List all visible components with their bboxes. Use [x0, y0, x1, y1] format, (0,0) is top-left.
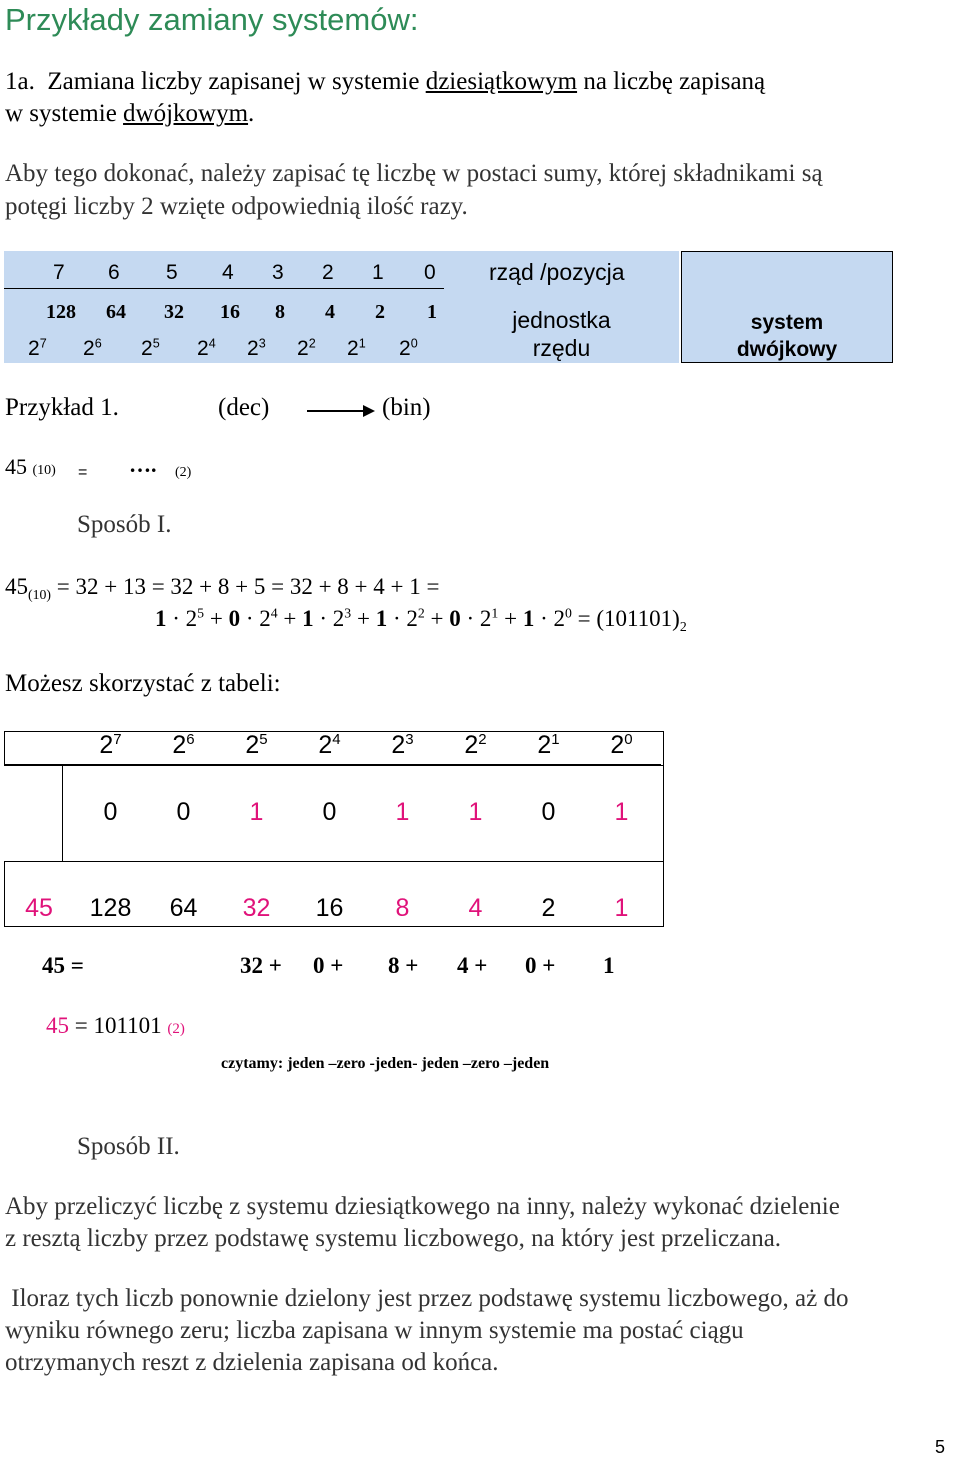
- power-base: 2: [610, 731, 625, 759]
- binary-table-power: [512, 731, 585, 760]
- binary-table-weight: 4: [468, 894, 483, 922]
- term-dot: ·: [387, 606, 407, 631]
- sum-left: 45 =: [42, 953, 84, 978]
- position-cell: 7: [53, 261, 65, 284]
- power-cell: [399, 337, 418, 361]
- unit-label-2: rzędu: [532, 335, 591, 361]
- sum-term: 0 +: [525, 953, 556, 978]
- binary-table-bit: 0: [103, 798, 118, 826]
- method1-number-base: (10): [28, 586, 51, 602]
- power-exponent: 5: [152, 336, 160, 351]
- method1-decomposition: = 32 + 13 = 32 + 8 + 5 = 32 + 8 + 4 + 1 =: [56, 574, 440, 599]
- term-base: 2: [553, 606, 565, 631]
- binary-table-bit: 1: [395, 798, 410, 826]
- binary-table-power: [74, 731, 147, 760]
- term-dot: ·: [460, 606, 480, 631]
- sum-term: 4 +: [457, 953, 488, 978]
- example-to: (bin): [382, 394, 431, 421]
- section-text-2: na liczbę zapisaną: [577, 68, 766, 95]
- method2-p2-line2: wyniku równego zeru; liczba zapisana w innym systemie ma postać ciągu: [5, 1317, 744, 1344]
- section-heading-line2: [5, 100, 254, 128]
- value-cell: 8: [275, 301, 285, 323]
- binary-table-power: [147, 731, 220, 760]
- page-title: Przykłady zamiany systemów:: [5, 2, 419, 37]
- section-label: 1a.: [5, 68, 35, 95]
- power-exponent: 4: [208, 336, 216, 351]
- power-base: 2: [391, 731, 406, 759]
- power-base: 2: [537, 731, 552, 759]
- section-text-4: .: [248, 100, 255, 127]
- system-label-2: dwójkowy: [736, 338, 838, 361]
- binary-table-bit: 1: [614, 798, 629, 826]
- binary-table-power: [220, 731, 293, 760]
- power-cell: [247, 337, 266, 361]
- power-exponent: 7: [39, 336, 47, 351]
- power-cell: [347, 337, 366, 361]
- power-base: 2: [245, 731, 260, 759]
- power-exponent: 0: [410, 336, 418, 351]
- example-from: (dec): [218, 394, 270, 421]
- position-cell: 4: [222, 261, 234, 284]
- power-cell: [141, 337, 160, 361]
- power-base: 2: [318, 731, 333, 759]
- term-dot: ·: [166, 606, 186, 631]
- term-dot: ·: [313, 606, 333, 631]
- term-coefficient: 0: [449, 606, 461, 631]
- term-base: 2: [479, 606, 492, 631]
- value-cell: 1: [427, 301, 437, 323]
- value-cell: 32: [164, 301, 184, 323]
- term-base: 2: [259, 606, 271, 631]
- system-label-1: system: [750, 311, 824, 334]
- binary-table-weight: 2: [541, 894, 556, 922]
- term-exponent: 4: [270, 605, 278, 621]
- result-binary: = 101101: [74, 1013, 162, 1038]
- equation-result-base: 2: [679, 618, 687, 634]
- power-base: 2: [464, 731, 479, 759]
- term-coefficient: 1: [302, 606, 314, 631]
- power-exponent: 2: [478, 731, 487, 748]
- power-base: 2: [83, 337, 95, 360]
- method1-label: Sposób I.: [77, 511, 172, 538]
- power-base: 2: [99, 731, 114, 759]
- term-plus: +: [204, 606, 229, 631]
- binary-table-power: [366, 731, 439, 760]
- binary-table-weight: 16: [315, 894, 344, 922]
- binary-table-bit: 0: [176, 798, 191, 826]
- power-exponent: 3: [405, 731, 414, 748]
- binary-table-bit: 0: [322, 798, 337, 826]
- binary-table-weight: 1: [614, 894, 629, 922]
- power-exponent: 4: [332, 731, 341, 748]
- table-hint: Możesz skorzystać z tabeli:: [5, 670, 281, 697]
- power-base: 2: [247, 337, 259, 360]
- example-dots: ….: [129, 452, 157, 477]
- unit-label-1: jednostka: [512, 307, 611, 333]
- value-cell: 128: [46, 301, 76, 323]
- term-dot: ·: [240, 606, 260, 631]
- method2-p2-line1: Iloraz tych liczb ponownie dzielony jest przez podstawę systemu liczbowego, aż do: [5, 1285, 849, 1312]
- power-base: 2: [141, 337, 153, 360]
- position-cell: 5: [166, 261, 178, 284]
- intro-line-2: potęgi liczby 2 wzięte odpowiednią ilość razy.: [5, 193, 468, 220]
- power-base: 2: [347, 337, 359, 360]
- binary-table-power: [585, 731, 658, 760]
- term-base: 2: [406, 606, 418, 631]
- method1-equation-2: [155, 606, 687, 632]
- power-base: 2: [28, 337, 40, 360]
- binary-table-power: [293, 731, 366, 760]
- position-cell: 2: [322, 261, 334, 284]
- value-cell: 2: [375, 301, 385, 323]
- term-plus: +: [424, 606, 450, 631]
- term-base: 2: [185, 606, 198, 631]
- power-exponent: 2: [308, 336, 316, 351]
- term-dot: ·: [534, 606, 554, 631]
- power-base: 2: [197, 337, 209, 360]
- power-cell: [297, 337, 316, 361]
- section-text-1: Zamiana liczby zapisanej w systemie: [47, 68, 426, 95]
- power-exponent: 5: [259, 731, 268, 748]
- method2-label: Sposób II.: [77, 1133, 180, 1160]
- position-label: rząd /pozycja: [489, 259, 625, 285]
- method1-equation-1: [5, 574, 439, 600]
- term-coefficient: 1: [375, 606, 388, 631]
- example-number: 45: [5, 454, 27, 479]
- power-base: 2: [297, 337, 309, 360]
- value-cell: 4: [325, 301, 335, 323]
- sum-term: 0 +: [313, 953, 344, 978]
- equation-result: = (101101): [571, 606, 680, 631]
- sum-term: 8 +: [388, 953, 419, 978]
- binary-table-number: 45: [25, 894, 53, 922]
- intro-line-1: Aby tego dokonać, należy zapisać tę liczbę w postaci sumy, której składnikami są: [5, 160, 823, 187]
- sum-term: 32 +: [240, 953, 282, 978]
- power-base: 2: [172, 731, 187, 759]
- term-coefficient: 1: [155, 606, 167, 631]
- method1-number: 45: [5, 574, 28, 599]
- term-exponent: 3: [344, 605, 352, 621]
- result-number: 45: [46, 1013, 69, 1038]
- section-text-3: w systemie: [5, 100, 124, 127]
- binary-table-bit: 0: [541, 798, 556, 826]
- term-base: 2: [332, 606, 345, 631]
- position-cell: 1: [372, 261, 384, 284]
- power-exponent: 7: [113, 731, 122, 748]
- position-table: [4, 251, 891, 363]
- position-cell: 6: [108, 261, 120, 284]
- term-exponent: 1: [491, 605, 499, 621]
- section-text-underlined-1: dziesiątkowym: [425, 68, 578, 95]
- power-exponent: 6: [186, 731, 195, 748]
- power-exponent: 1: [551, 731, 560, 748]
- value-cell: 16: [220, 301, 240, 323]
- example-result-base: (2): [175, 465, 192, 480]
- term-plus: +: [498, 606, 523, 631]
- page-number: 5: [935, 1437, 946, 1457]
- example-expression: [5, 454, 56, 480]
- example-label: Przykład 1.: [5, 394, 119, 421]
- result-line: [46, 1013, 185, 1039]
- term-exponent: 2: [417, 605, 425, 621]
- power-cell: [28, 337, 47, 361]
- position-cell: 3: [272, 261, 284, 284]
- binary-table-power: [439, 731, 512, 760]
- power-cell: [197, 337, 216, 361]
- section-text-underlined-2: dwójkowym: [123, 100, 249, 127]
- binary-table-bit: 1: [468, 798, 483, 826]
- term-plus: +: [351, 606, 376, 631]
- method2-p1-line2: z resztą liczby przez podstawę systemu liczbowego, na który jest przeliczana.: [5, 1225, 782, 1252]
- binary-table-weight: 32: [242, 894, 271, 922]
- term-coefficient: 0: [228, 606, 241, 631]
- binary-table-weight: 8: [395, 894, 410, 922]
- power-exponent: 0: [624, 731, 633, 748]
- term-exponent: 0: [564, 605, 572, 621]
- power-base: 2: [399, 337, 411, 360]
- power-exponent: 3: [258, 336, 266, 351]
- position-table-divider: [4, 288, 444, 289]
- term-exponent: 5: [197, 605, 205, 621]
- method2-p2-line3: otrzymanych reszt z dzielenia zapisana od końca.: [5, 1349, 499, 1376]
- binary-table-weight: 128: [89, 894, 132, 922]
- position-cell: 0: [424, 261, 436, 284]
- term-plus: +: [277, 606, 303, 631]
- read-line: czytamy: jeden –zero -jeden- jeden –zero –jeden: [221, 1055, 550, 1072]
- example-eq: =: [78, 464, 88, 481]
- term-coefficient: 1: [522, 606, 535, 631]
- method2-p1-line1: Aby przeliczyć liczbę z systemu dziesiątkowego na inny, należy wykonać dzielenie: [5, 1193, 840, 1220]
- binary-table-weight: 64: [169, 894, 198, 922]
- value-cell: 64: [106, 301, 126, 323]
- section-heading: [5, 68, 765, 96]
- arrow-right-icon: [307, 401, 377, 421]
- power-cell: [83, 337, 102, 361]
- sum-term: 1: [603, 953, 615, 978]
- power-exponent: 1: [358, 336, 366, 351]
- example-number-base: (10): [32, 463, 56, 478]
- binary-table-bit: 1: [249, 798, 264, 826]
- power-exponent: 6: [94, 336, 102, 351]
- result-base: (2): [167, 1021, 185, 1037]
